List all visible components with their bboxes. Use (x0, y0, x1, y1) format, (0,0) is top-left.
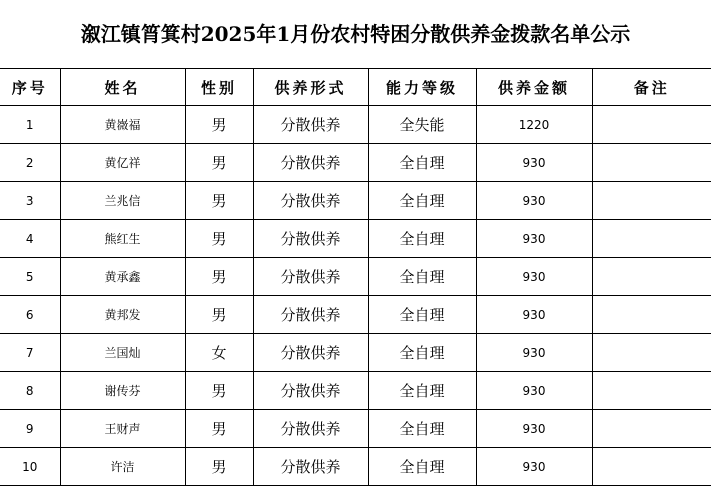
header-amount: 供养金额 (476, 69, 592, 106)
cell-note (592, 182, 711, 220)
cell-form: 分散供养 (253, 106, 368, 144)
cell-level: 全自理 (368, 334, 476, 372)
page-title: 溆江镇筲箕村2025年1月份农村特困分散供养金拨款名单公示 (0, 0, 711, 69)
cell-no: 6 (0, 296, 60, 334)
cell-level: 全自理 (368, 144, 476, 182)
cell-form: 分散供养 (253, 296, 368, 334)
cell-note (592, 106, 711, 144)
cell-sex: 男 (185, 410, 253, 448)
header-form: 供养形式 (253, 69, 368, 106)
cell-form: 分散供养 (253, 220, 368, 258)
cell-form: 分散供养 (253, 144, 368, 182)
cell-form: 分散供养 (253, 182, 368, 220)
cell-sex: 男 (185, 258, 253, 296)
cell-no: 3 (0, 182, 60, 220)
cell-name: 黄邦发 (60, 296, 185, 334)
header-no: 序号 (0, 69, 60, 106)
cell-name: 黄亿祥 (60, 144, 185, 182)
cell-level: 全自理 (368, 220, 476, 258)
cell-form: 分散供养 (253, 334, 368, 372)
cell-level: 全自理 (368, 410, 476, 448)
table-row (0, 106, 711, 144)
cell-note (592, 144, 711, 182)
cell-note (592, 372, 711, 410)
cell-no: 2 (0, 144, 60, 182)
cell-level: 全失能 (368, 106, 476, 144)
cell-amount: 930 (476, 334, 592, 372)
header-note: 备注 (592, 69, 711, 106)
cell-name: 黄嶶福 (60, 106, 185, 144)
cell-no: 10 (0, 448, 60, 486)
cell-sex: 男 (185, 296, 253, 334)
cell-amount: 930 (476, 144, 592, 182)
cell-level: 全自理 (368, 182, 476, 220)
cell-amount: 930 (476, 220, 592, 258)
header-sex: 性别 (185, 69, 253, 106)
cell-note (592, 410, 711, 448)
cell-form: 分散供养 (253, 448, 368, 486)
cell-form: 分散供养 (253, 258, 368, 296)
allowance-table (0, 68, 711, 486)
cell-level: 全自理 (368, 372, 476, 410)
cell-sex: 男 (185, 220, 253, 258)
cell-sex: 女 (185, 334, 253, 372)
cell-level: 全自理 (368, 296, 476, 334)
table-row (0, 448, 711, 486)
cell-sex: 男 (185, 144, 253, 182)
cell-form: 分散供养 (253, 410, 368, 448)
cell-name: 黄承鑫 (60, 258, 185, 296)
cell-note (592, 258, 711, 296)
cell-note (592, 334, 711, 372)
header-level: 能力等级 (368, 69, 476, 106)
cell-amount: 930 (476, 448, 592, 486)
table-row (0, 372, 711, 410)
cell-amount: 930 (476, 410, 592, 448)
cell-note (592, 220, 711, 258)
cell-name: 许洁 (60, 448, 185, 486)
table-row (0, 258, 711, 296)
cell-name: 兰国灿 (60, 334, 185, 372)
cell-note (592, 296, 711, 334)
cell-sex: 男 (185, 182, 253, 220)
cell-sex: 男 (185, 448, 253, 486)
cell-note (592, 448, 711, 486)
cell-level: 全自理 (368, 258, 476, 296)
cell-no: 7 (0, 334, 60, 372)
cell-amount: 1220 (476, 106, 592, 144)
header-name: 姓名 (60, 69, 185, 106)
cell-sex: 男 (185, 372, 253, 410)
cell-name: 兰兆信 (60, 182, 185, 220)
cell-level: 全自理 (368, 448, 476, 486)
cell-amount: 930 (476, 182, 592, 220)
cell-no: 9 (0, 410, 60, 448)
cell-no: 8 (0, 372, 60, 410)
cell-no: 1 (0, 106, 60, 144)
cell-no: 4 (0, 220, 60, 258)
table-row (0, 144, 711, 182)
cell-amount: 930 (476, 372, 592, 410)
table-row (0, 182, 711, 220)
cell-form: 分散供养 (253, 372, 368, 410)
table-row (0, 220, 711, 258)
cell-name: 王财声 (60, 410, 185, 448)
table-row (0, 296, 711, 334)
cell-amount: 930 (476, 258, 592, 296)
table-row (0, 334, 711, 372)
table-header-row (0, 69, 711, 106)
table-row (0, 410, 711, 448)
cell-sex: 男 (185, 106, 253, 144)
cell-name: 熊红生 (60, 220, 185, 258)
cell-name: 谢传芬 (60, 372, 185, 410)
cell-no: 5 (0, 258, 60, 296)
cell-amount: 930 (476, 296, 592, 334)
